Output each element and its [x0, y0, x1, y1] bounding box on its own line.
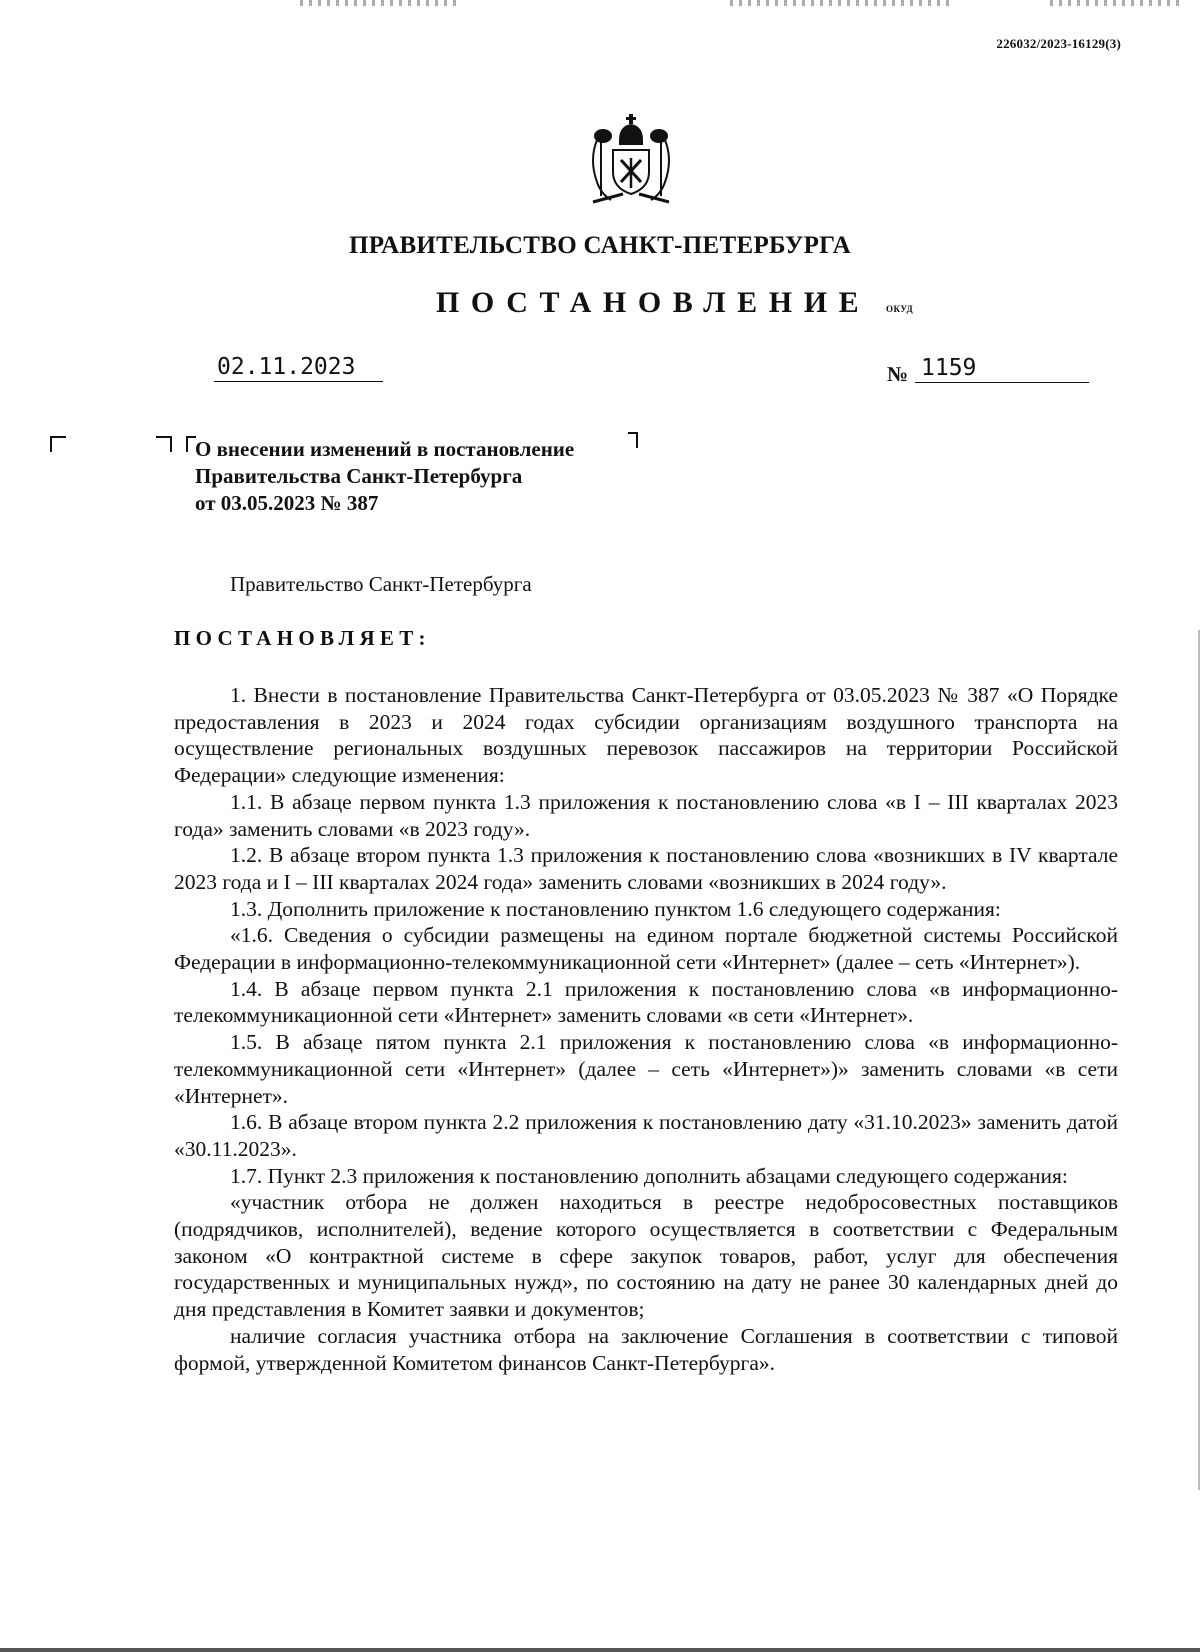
paragraph: «участник отбора не должен находиться в реестре недобросовестных поставщиков (подрядчиков, исполнителей), ведение которого осуществляется в соответствии с Федеральным законом «О контрактной системе в сфере закупок товаров, работ, услуг для обеспечения государственных и муниципальных нужд», по состоянию на дату не ранее 30 календарных дней до дня представления в Комитет заявки и документов;: [174, 1190, 1118, 1322]
okud-label: ОКУД: [886, 304, 914, 314]
scan-artifact: [1050, 0, 1180, 6]
paragraph: 1.3. Дополнить приложение к постановлению пунктом 1.6 следующего содержания:: [230, 896, 1001, 921]
document-type: ПОСТАНОВЛЕНИЕ: [436, 286, 871, 319]
paragraph: 1.4. В абзаце первом пункта 2.1 приложения к постановлению слова «в информационно-телекоммуникационной сети «Интернет» заменить словами «в сети «Интернет».: [174, 976, 1118, 1028]
number-label: №: [887, 362, 909, 386]
corner-mark: [628, 432, 638, 448]
organization-name: ПРАВИТЕЛЬСТВО САНКТ-ПЕТЕРБУРГА: [348, 232, 852, 259]
document-subject: [195, 436, 574, 517]
document-body: [174, 682, 1118, 1376]
coat-of-arms-emblem: [583, 110, 679, 206]
paragraph: «1.6. Сведения о субсидии размещены на едином портале бюджетной системы Российской Федерации в информационно-телекоммуникационной сети «Интернет» (далее – сеть «Интернет»).: [174, 923, 1118, 975]
paragraph: 1.5. В абзаце пятом пункта 2.1 приложения к постановлению слова «в информационно-телекоммуникационной сети «Интернет» (далее – сеть «Интернет»)» заменить словами «в сети «Интернет».: [174, 1030, 1118, 1108]
paragraph: 1.6. В абзаце втором пункта 2.2 приложения к постановлению дату «31.10.2023» заменить датой «30.11.2023».: [174, 1110, 1118, 1161]
scan-artifact: [300, 0, 460, 6]
document-date: 02.11.2023: [214, 354, 383, 382]
paragraph: 1.1. В абзаце первом пункта 1.3 приложения к постановлению слова «в I – III кварталах 2023 года» заменить словами «в 2023 году».: [174, 789, 1118, 841]
resolves-heading: ПОСТАНОВЛЯЕТ:: [174, 626, 431, 650]
scan-edge: [0, 1648, 1200, 1652]
subject-line: от 03.05.2023 № 387: [195, 491, 379, 515]
document-number: 1159: [915, 355, 1089, 383]
corner-mark: [50, 436, 66, 452]
registration-number: 226032/2023-16129(3): [996, 36, 1121, 51]
paragraph: наличие согласия участника отбора на заключение Соглашения в соответствии с типовой формой, утвержденной Комитетом финансов Санкт-Петербурга».: [174, 1323, 1118, 1375]
subject-line: Правительства Санкт-Петербурга: [195, 464, 523, 488]
paragraph: 1. Внести в постановление Правительства Санкт-Петербурга от 03.05.2023 № 387 «О Порядке предоставления в 2023 и 2024 годах субсидии организациям воздушного транспорта на осуществление региональных воздушных перевозок пассажиров на территории Российской Федерации» следующие изменения:: [174, 683, 1118, 788]
issuing-authority: Правительство Санкт-Петербурга: [230, 572, 532, 596]
paragraph: 1.7. Пункт 2.3 приложения к постановлению дополнить абзацами следующего содержания:: [230, 1163, 1068, 1188]
paragraph: 1.2. В абзаце втором пункта 1.3 приложения к постановлению слова «возникших в IV квартале 2023 года и I – III кварталах 2024 года» заменить словами «возникших в 2024 году».: [174, 843, 1118, 894]
corner-mark: [156, 436, 172, 452]
scan-artifact: [730, 0, 950, 6]
subject-line: О внесении изменений в постановление: [195, 437, 575, 461]
